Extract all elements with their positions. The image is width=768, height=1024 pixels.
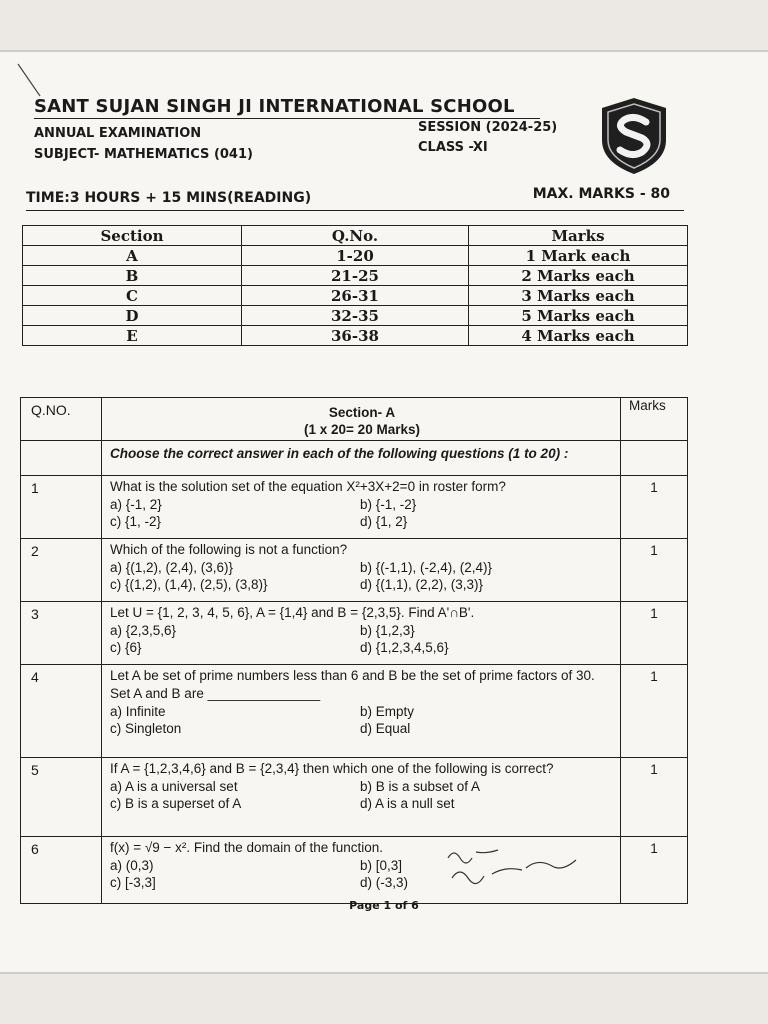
section-cell: B [23, 266, 242, 286]
section-subtitle: (1 x 20= 20 Marks) [304, 422, 420, 437]
max-marks: MAX. MARKS - 80 [532, 186, 670, 202]
option-b: b) {(-1,1), (-2,4), (2,4)} [360, 560, 493, 575]
qno-cell: 21-25 [242, 266, 469, 286]
section-cell: A [23, 246, 242, 266]
marks-cell: 5 Marks each [469, 306, 688, 326]
section-cell: C [23, 286, 242, 306]
qno-cell: 32-35 [242, 306, 469, 326]
subject-name: SUBJECT- MATHEMATICS (041) [34, 147, 253, 162]
option-d: d) {1,2,3,4,5,6} [360, 640, 449, 655]
marks-value: 1 [650, 762, 658, 777]
option-b: b) {1,2,3} [360, 623, 415, 638]
instruction-row [21, 441, 688, 476]
option-d: d) {(1,1), (2,2), (3,3)} [360, 577, 484, 592]
option-d: d) Equal [360, 721, 411, 736]
question-stem: f(x) = √9 − x². Find the domain of the function. [110, 840, 384, 855]
question-body [102, 758, 621, 837]
marks-value: 1 [650, 841, 658, 856]
session-label: SESSION (2024-25) [418, 120, 558, 135]
question-number: 3 [21, 602, 102, 665]
option-d: d) (-3,3) [360, 875, 409, 890]
marks-value: 1 [650, 543, 658, 558]
question-row [21, 837, 688, 904]
option-a: a) Infinite [110, 704, 166, 719]
marks-cell: 4 Marks each [469, 326, 688, 346]
question-stem: What is the solution set of the equation X²+3X+2=0 in roster form? [110, 479, 506, 494]
option-b: b) [0,3] [360, 858, 403, 873]
qno-header: Q.NO. [21, 398, 102, 441]
question-options [110, 857, 614, 891]
option-d: d) A is a null set [360, 796, 455, 811]
marks-value: 1 [650, 669, 658, 684]
questions-table [20, 397, 688, 904]
question-marks [621, 476, 688, 539]
option-a: a) {-1, 2} [110, 497, 162, 512]
question-body [102, 602, 621, 665]
header-marks: Marks [469, 226, 688, 246]
question-options [110, 778, 614, 812]
option-a: a) A is a universal set [110, 779, 238, 794]
qno-cell: 1-20 [242, 246, 469, 266]
marks-cell: 2 Marks each [469, 266, 688, 286]
table-row [23, 326, 688, 346]
question-marks [621, 539, 688, 602]
option-a: a) {2,3,5,6} [110, 623, 177, 638]
marks-value: 1 [650, 480, 658, 495]
marks-cell: 3 Marks each [469, 286, 688, 306]
section-marks-table [22, 225, 688, 346]
qno-cell: 36-38 [242, 326, 469, 346]
question-options [110, 559, 614, 593]
question-options [110, 622, 614, 656]
option-d: d) {1, 2} [360, 514, 408, 529]
table-header-row [23, 226, 688, 246]
empty-cell [21, 441, 102, 476]
question-stem: Let U = {1, 2, 3, 4, 5, 6}, A = {1,4} and B = {2,3,5}. Find A'∩B'. [110, 605, 475, 620]
question-options [110, 496, 614, 530]
section-cell: D [23, 306, 242, 326]
question-body [102, 665, 621, 758]
qno-cell: 26-31 [242, 286, 469, 306]
option-a: a) {(1,2), (2,4), (3,6)} [110, 560, 234, 575]
time-and-marks-bar [26, 186, 684, 211]
exam-duration: TIME:3 HOURS + 15 MINS(READING) [26, 190, 312, 206]
marks-header: Marks [621, 398, 688, 441]
question-body [102, 837, 621, 904]
question-number: 2 [21, 539, 102, 602]
option-c: c) {6} [110, 640, 142, 655]
marks-cell: 1 Mark each [469, 246, 688, 266]
question-row [21, 758, 688, 837]
section-header-cell [102, 398, 621, 441]
question-number: 4 [21, 665, 102, 758]
section-cell: E [23, 326, 242, 346]
table-row [23, 286, 688, 306]
marks-value: 1 [650, 606, 658, 621]
question-stem: If A = {1,2,3,4,6} and B = {2,3,4} then which one of the following is correct? [110, 761, 554, 776]
question-row [21, 476, 688, 539]
questions-header-row [21, 398, 688, 441]
option-c: c) {1, -2} [110, 514, 162, 529]
header-qno: Q.No. [242, 226, 469, 246]
page-number: Page 1 of 6 [349, 899, 419, 912]
question-row [21, 539, 688, 602]
option-c: c) Singleton [110, 721, 182, 736]
option-b: b) {-1, -2} [360, 497, 417, 512]
question-number: 1 [21, 476, 102, 539]
class-label: CLASS -XI [418, 140, 488, 155]
empty-cell [621, 441, 688, 476]
question-marks [621, 665, 688, 758]
exam-name: ANNUAL EXAMINATION [34, 126, 202, 141]
question-marks [621, 837, 688, 904]
option-c: c) [-3,3] [110, 875, 156, 890]
question-options [110, 703, 614, 737]
question-marks [621, 602, 688, 665]
question-stem: Let A be set of prime numbers less than 6 and B be the set of prime factors of 30. Set A and B are _______________ [110, 668, 595, 701]
question-row [21, 665, 688, 758]
title-underline [34, 118, 540, 119]
instruction-cell [102, 441, 621, 476]
section-title: Section- A [328, 405, 396, 420]
question-row [21, 602, 688, 665]
question-stem: Which of the following is not a function? [110, 542, 348, 557]
option-a: a) (0,3) [110, 858, 154, 873]
option-c: c) {(1,2), (1,4), (2,5), (3,8)} [110, 577, 268, 592]
question-number: 5 [21, 758, 102, 837]
question-body [102, 539, 621, 602]
header-section: Section [23, 226, 242, 246]
school-logo-icon [596, 96, 672, 176]
question-marks [621, 758, 688, 837]
option-b: b) Empty [360, 704, 415, 719]
option-b: b) B is a subset of A [360, 779, 481, 794]
table-row [23, 306, 688, 326]
table-row [23, 266, 688, 286]
instruction-text: Choose the correct answer in each of the following questions (1 to 20) : [110, 446, 569, 461]
question-body [102, 476, 621, 539]
school-name: SANT SUJAN SINGH JI INTERNATIONAL SCHOOL [34, 96, 515, 117]
table-row [23, 246, 688, 266]
question-number: 6 [21, 837, 102, 904]
option-c: c) B is a superset of A [110, 796, 242, 811]
